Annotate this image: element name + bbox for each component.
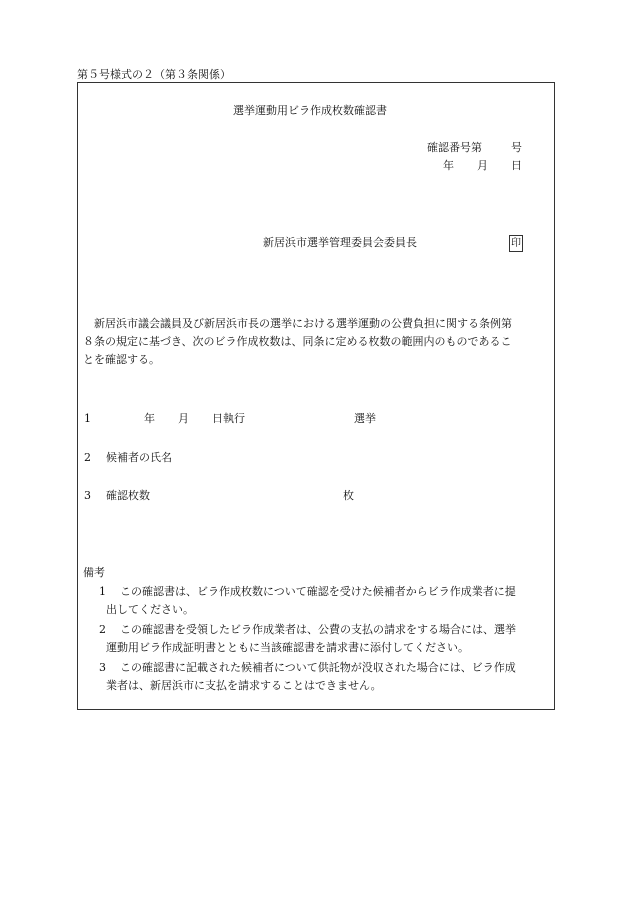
remark-1-line: この確認書は、ビラ作成枚数について確認を受けた候補者からビラ作成業者に提 [120,585,516,598]
remark-2-line: 運動用ビラ作成証明書とともに当該確認書を請求書に添付してください。 [106,641,469,654]
remark-1-number: 1 [99,585,106,598]
statement-line: ８条の規定に基づき、次のビラ作成枚数は、同条に定める枚数の範囲内のものであるこ [83,335,512,348]
item-3-label: 確認枚数 [106,489,150,502]
item-1-month-label: 月 [178,412,189,425]
remark-3-line: 業者は、新居浜市に支払を請求することはできません。 [106,679,382,692]
item-1-year-label: 年 [144,412,155,425]
remark-2-number: 2 [99,623,106,636]
remarks-heading: 備考 [83,566,105,579]
remark-1-line: 出してください。 [106,603,194,616]
date-day: 日 [511,159,522,172]
form-number-label: 第５号様式の２（第３条関係） [77,68,231,81]
item-2-number: 2 [84,451,91,464]
item-1-number: 1 [84,412,91,425]
item-1-held-label: 日執行 [212,412,245,425]
date-month: 月 [477,159,488,172]
seal-mark: 印 [509,235,523,252]
statement-line: 新居浜市議会議員及び新居浜市長の選挙における選挙運動の公費負担に関する条例第 [94,317,512,330]
item-3-unit: 枚 [343,489,354,502]
remark-3-line: この確認書に記載された候補者について供託物が没収された場合には、ビラ作成 [120,661,516,674]
issuer-title: 新居浜市選挙管理委員会委員長 [263,236,417,249]
item-2-label: 候補者の氏名 [106,451,172,464]
date-year: 年 [443,159,454,172]
item-3-number: 3 [84,489,91,502]
confirmation-number-label: 確認番号第 [427,141,482,154]
remark-3-number: 3 [99,661,106,674]
remark-2-line: この確認書を受領したビラ作成業者は、公費の支払の請求をする場合には、選挙 [120,623,516,636]
item-1-election-label: 選挙 [354,412,376,425]
document-title: 選挙運動用ビラ作成枚数確認書 [233,104,387,117]
confirmation-number-suffix: 号 [511,141,522,154]
statement-line: とを確認する。 [83,353,160,366]
